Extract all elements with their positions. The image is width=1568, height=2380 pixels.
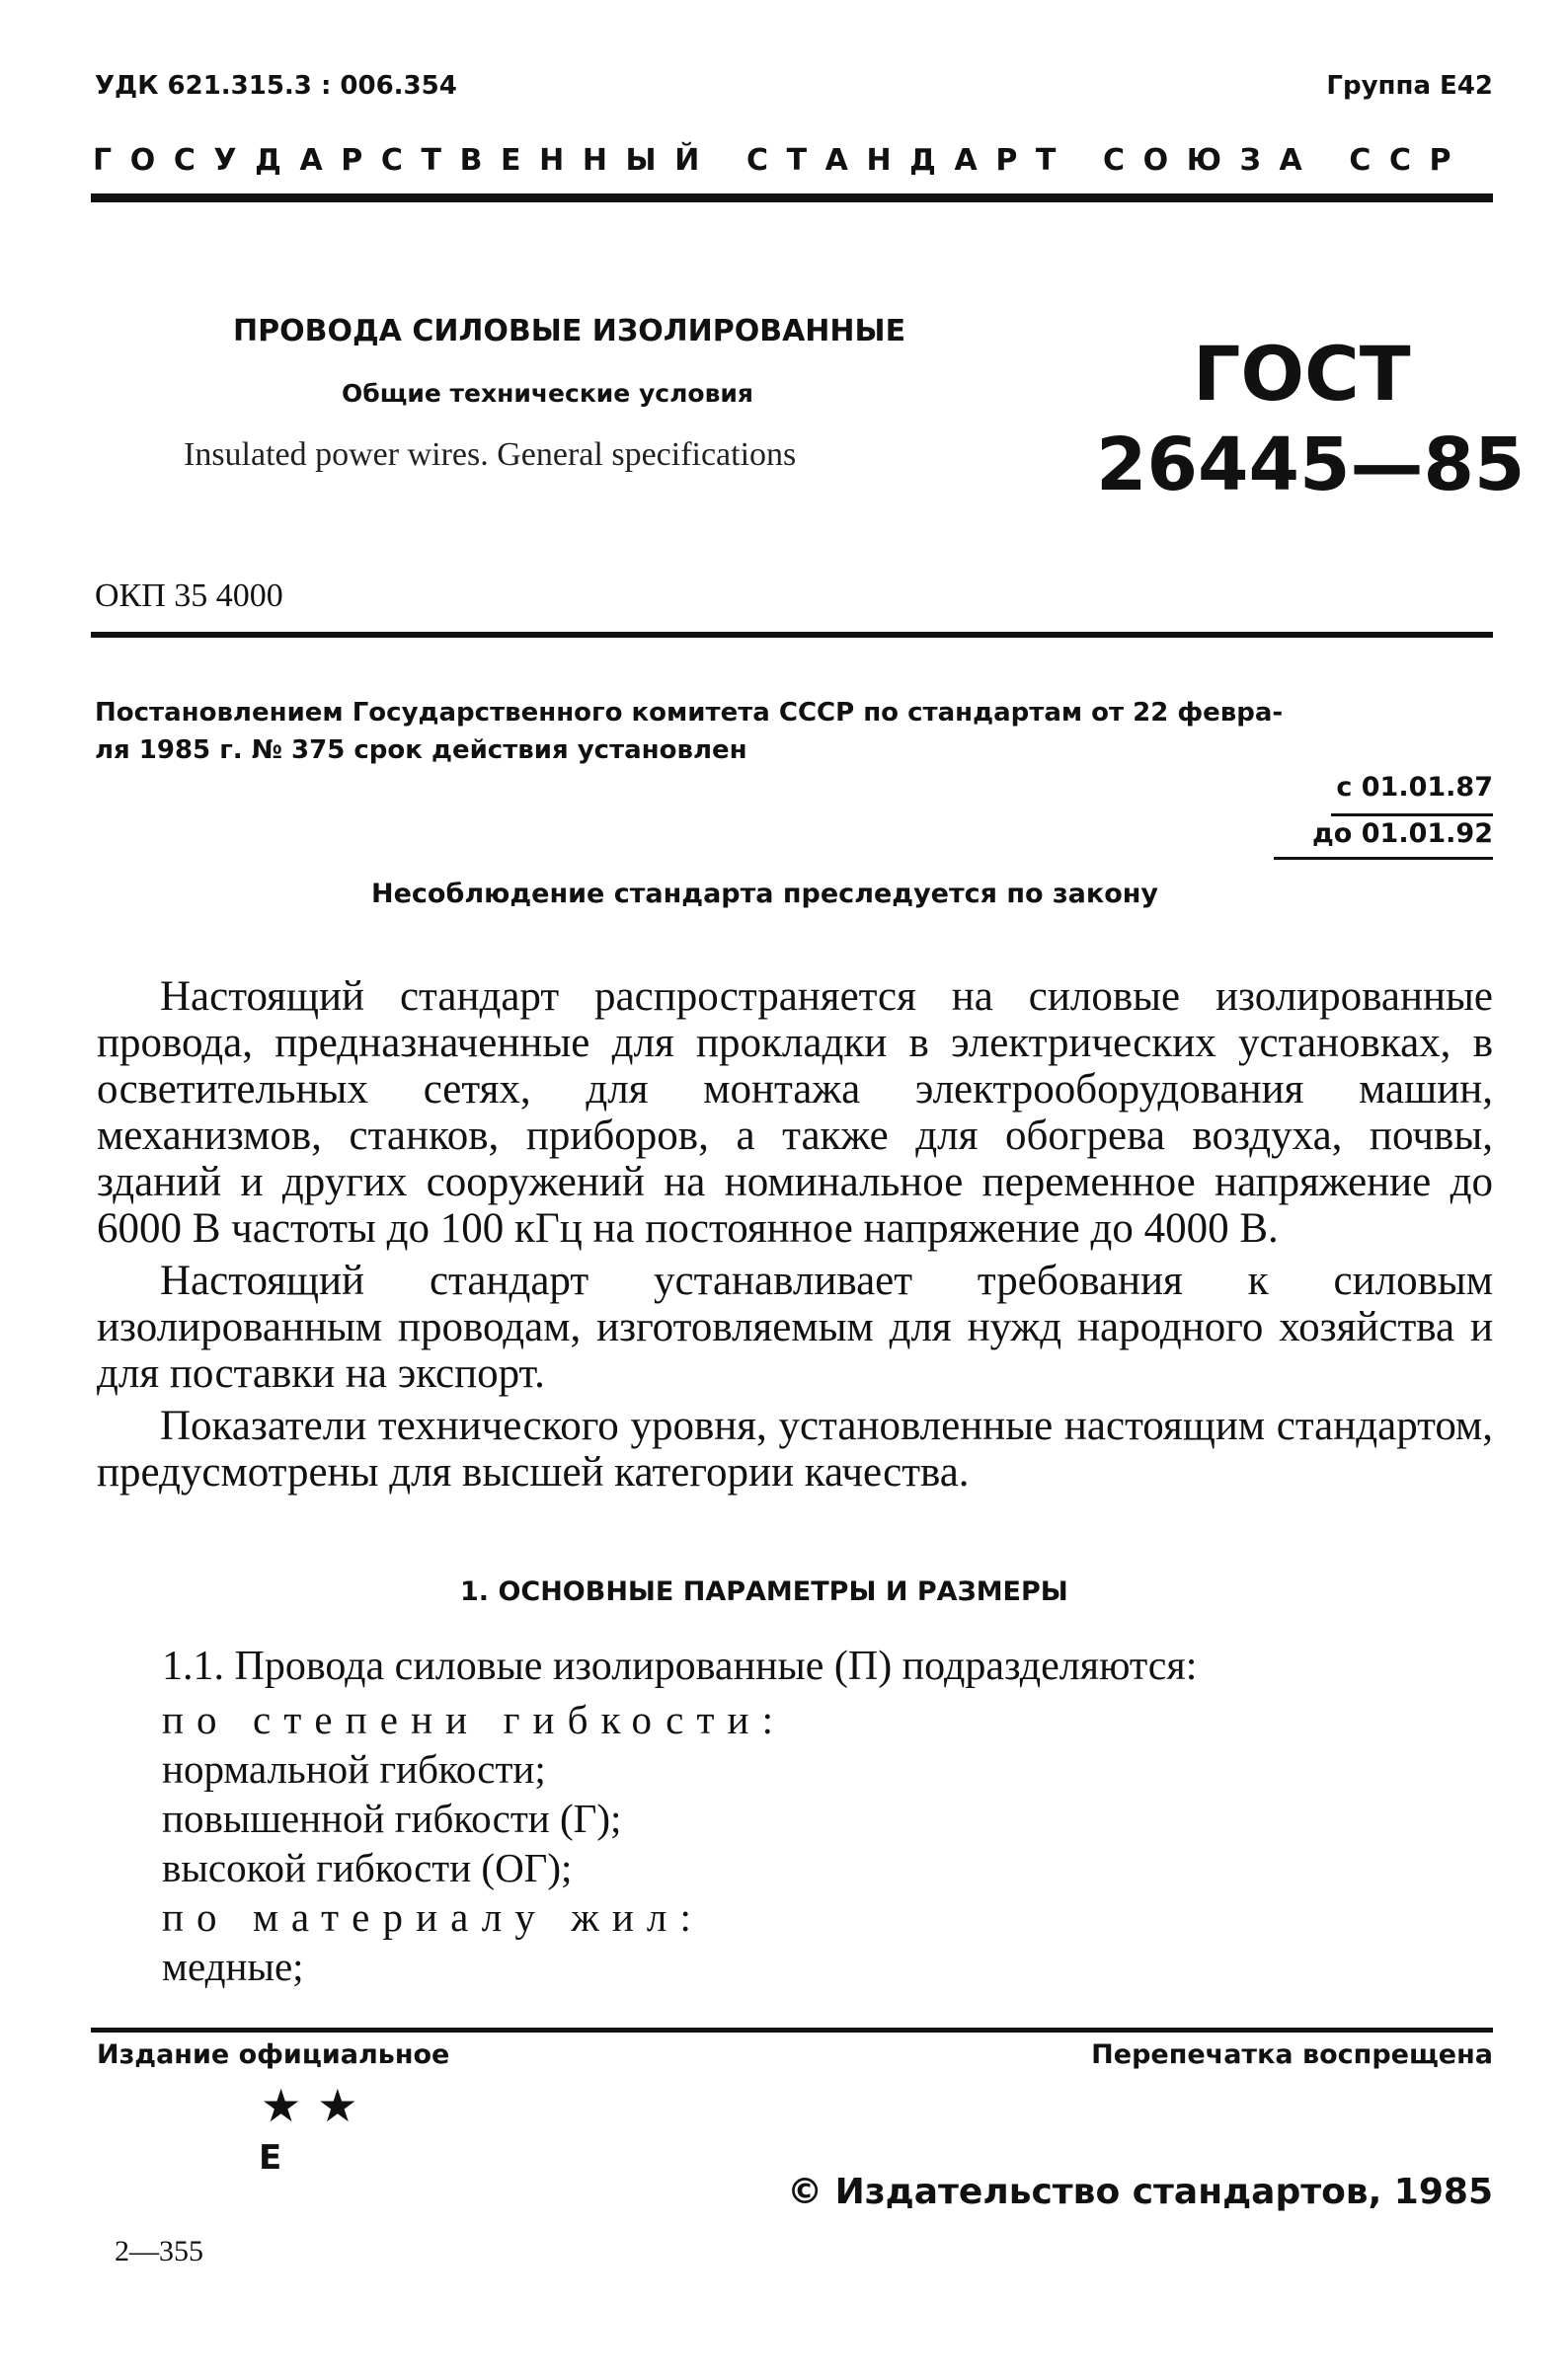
list-line-material: по материалу жил: — [162, 1894, 704, 1940]
reprint-notice: Перепечатка воспрещена — [1091, 2039, 1493, 2070]
paragraph-requirements: Настоящий стандарт устанавливает требования к силовым изолированным проводам, изготовляемым для нужд народного хозяйства и для поставки на экспорт. — [97, 1258, 1493, 1397]
publisher-copyright: © Издательство стандартов, 1985 — [787, 2172, 1493, 2212]
okp-rule — [91, 632, 1493, 638]
gost-number: 26445—85 — [1096, 422, 1526, 507]
list-line-copper: медные; — [162, 1944, 304, 1989]
okp-code: ОКП 35 4000 — [95, 577, 283, 614]
intro-text — [97, 973, 1493, 1496]
list-line-high: высокой гибкости (ОГ); — [162, 1845, 573, 1890]
document-subtitle: Общие технические условия — [342, 379, 753, 408]
english-title: Insulated power wires. General specifications — [184, 436, 797, 473]
state-standard-banner: ГОСУДАРСТВЕННЫЙ СТАНДАРТ СОЮЗА ССР — [93, 143, 1470, 178]
decree-line-2: ля 1985 г. № 375 срок действия установлен — [95, 735, 747, 765]
udk-code: УДК 621.315.3 : 006.354 — [95, 71, 457, 101]
star-marks: ★ ★ — [261, 2079, 358, 2132]
official-edition: Издание официальное — [97, 2039, 450, 2070]
gost-label: ГОСТ — [1193, 330, 1411, 418]
header-rule — [91, 193, 1493, 202]
legal-warning: Несоблюдение стандарта преследуется по закону — [371, 879, 1159, 909]
section-1-heading: 1. ОСНОВНЫЕ ПАРАМЕТРЫ И РАЗМЕРЫ — [460, 1576, 1068, 1607]
print-code: 2—355 — [115, 2235, 203, 2267]
decree-line-1: Постановлением Государственного комитета СССР по стандартам от 22 февра- — [95, 698, 1284, 728]
quality-mark: Е — [259, 2138, 282, 2178]
list-line-normal: нормальной гибкости; — [162, 1746, 546, 1792]
list-line-increased: повышенной гибкости (Г); — [162, 1796, 622, 1841]
date-underline — [1274, 857, 1493, 860]
valid-from-date: с 01.01.87 — [1336, 772, 1493, 803]
footer-rule — [91, 2028, 1493, 2033]
valid-to-date: до 01.01.92 — [1312, 818, 1493, 849]
paragraph-quality: Показатели технического уровня, установленные настоящим стандартом, предусмотрены для высшей категории качества. — [97, 1403, 1493, 1496]
clause-1-1: 1.1. Провода силовые изолированные (П) подразделяются: — [162, 1644, 1198, 1689]
list-line-flexibility: по степени гибкости: — [162, 1697, 787, 1742]
group-code: Группа Е42 — [1326, 71, 1493, 101]
date-divider — [1331, 813, 1493, 816]
paragraph-scope: Настоящий стандарт распространяется на силовые изолированные провода, предназначенные для прокладки в электрических установках, в осветительных сетях, для монтажа электрооборудования машин, механизмов, станков, приборов, а также для обогрева воздуха, почвы, зданий и других сооружений на номинальное переменное напряжение до 6000 В частоты до 100 кГц на постоянное напряжение до 4000 В. — [97, 973, 1493, 1252]
document-title: ПРОВОДА СИЛОВЫЕ ИЗОЛИРОВАННЫЕ — [233, 314, 906, 348]
